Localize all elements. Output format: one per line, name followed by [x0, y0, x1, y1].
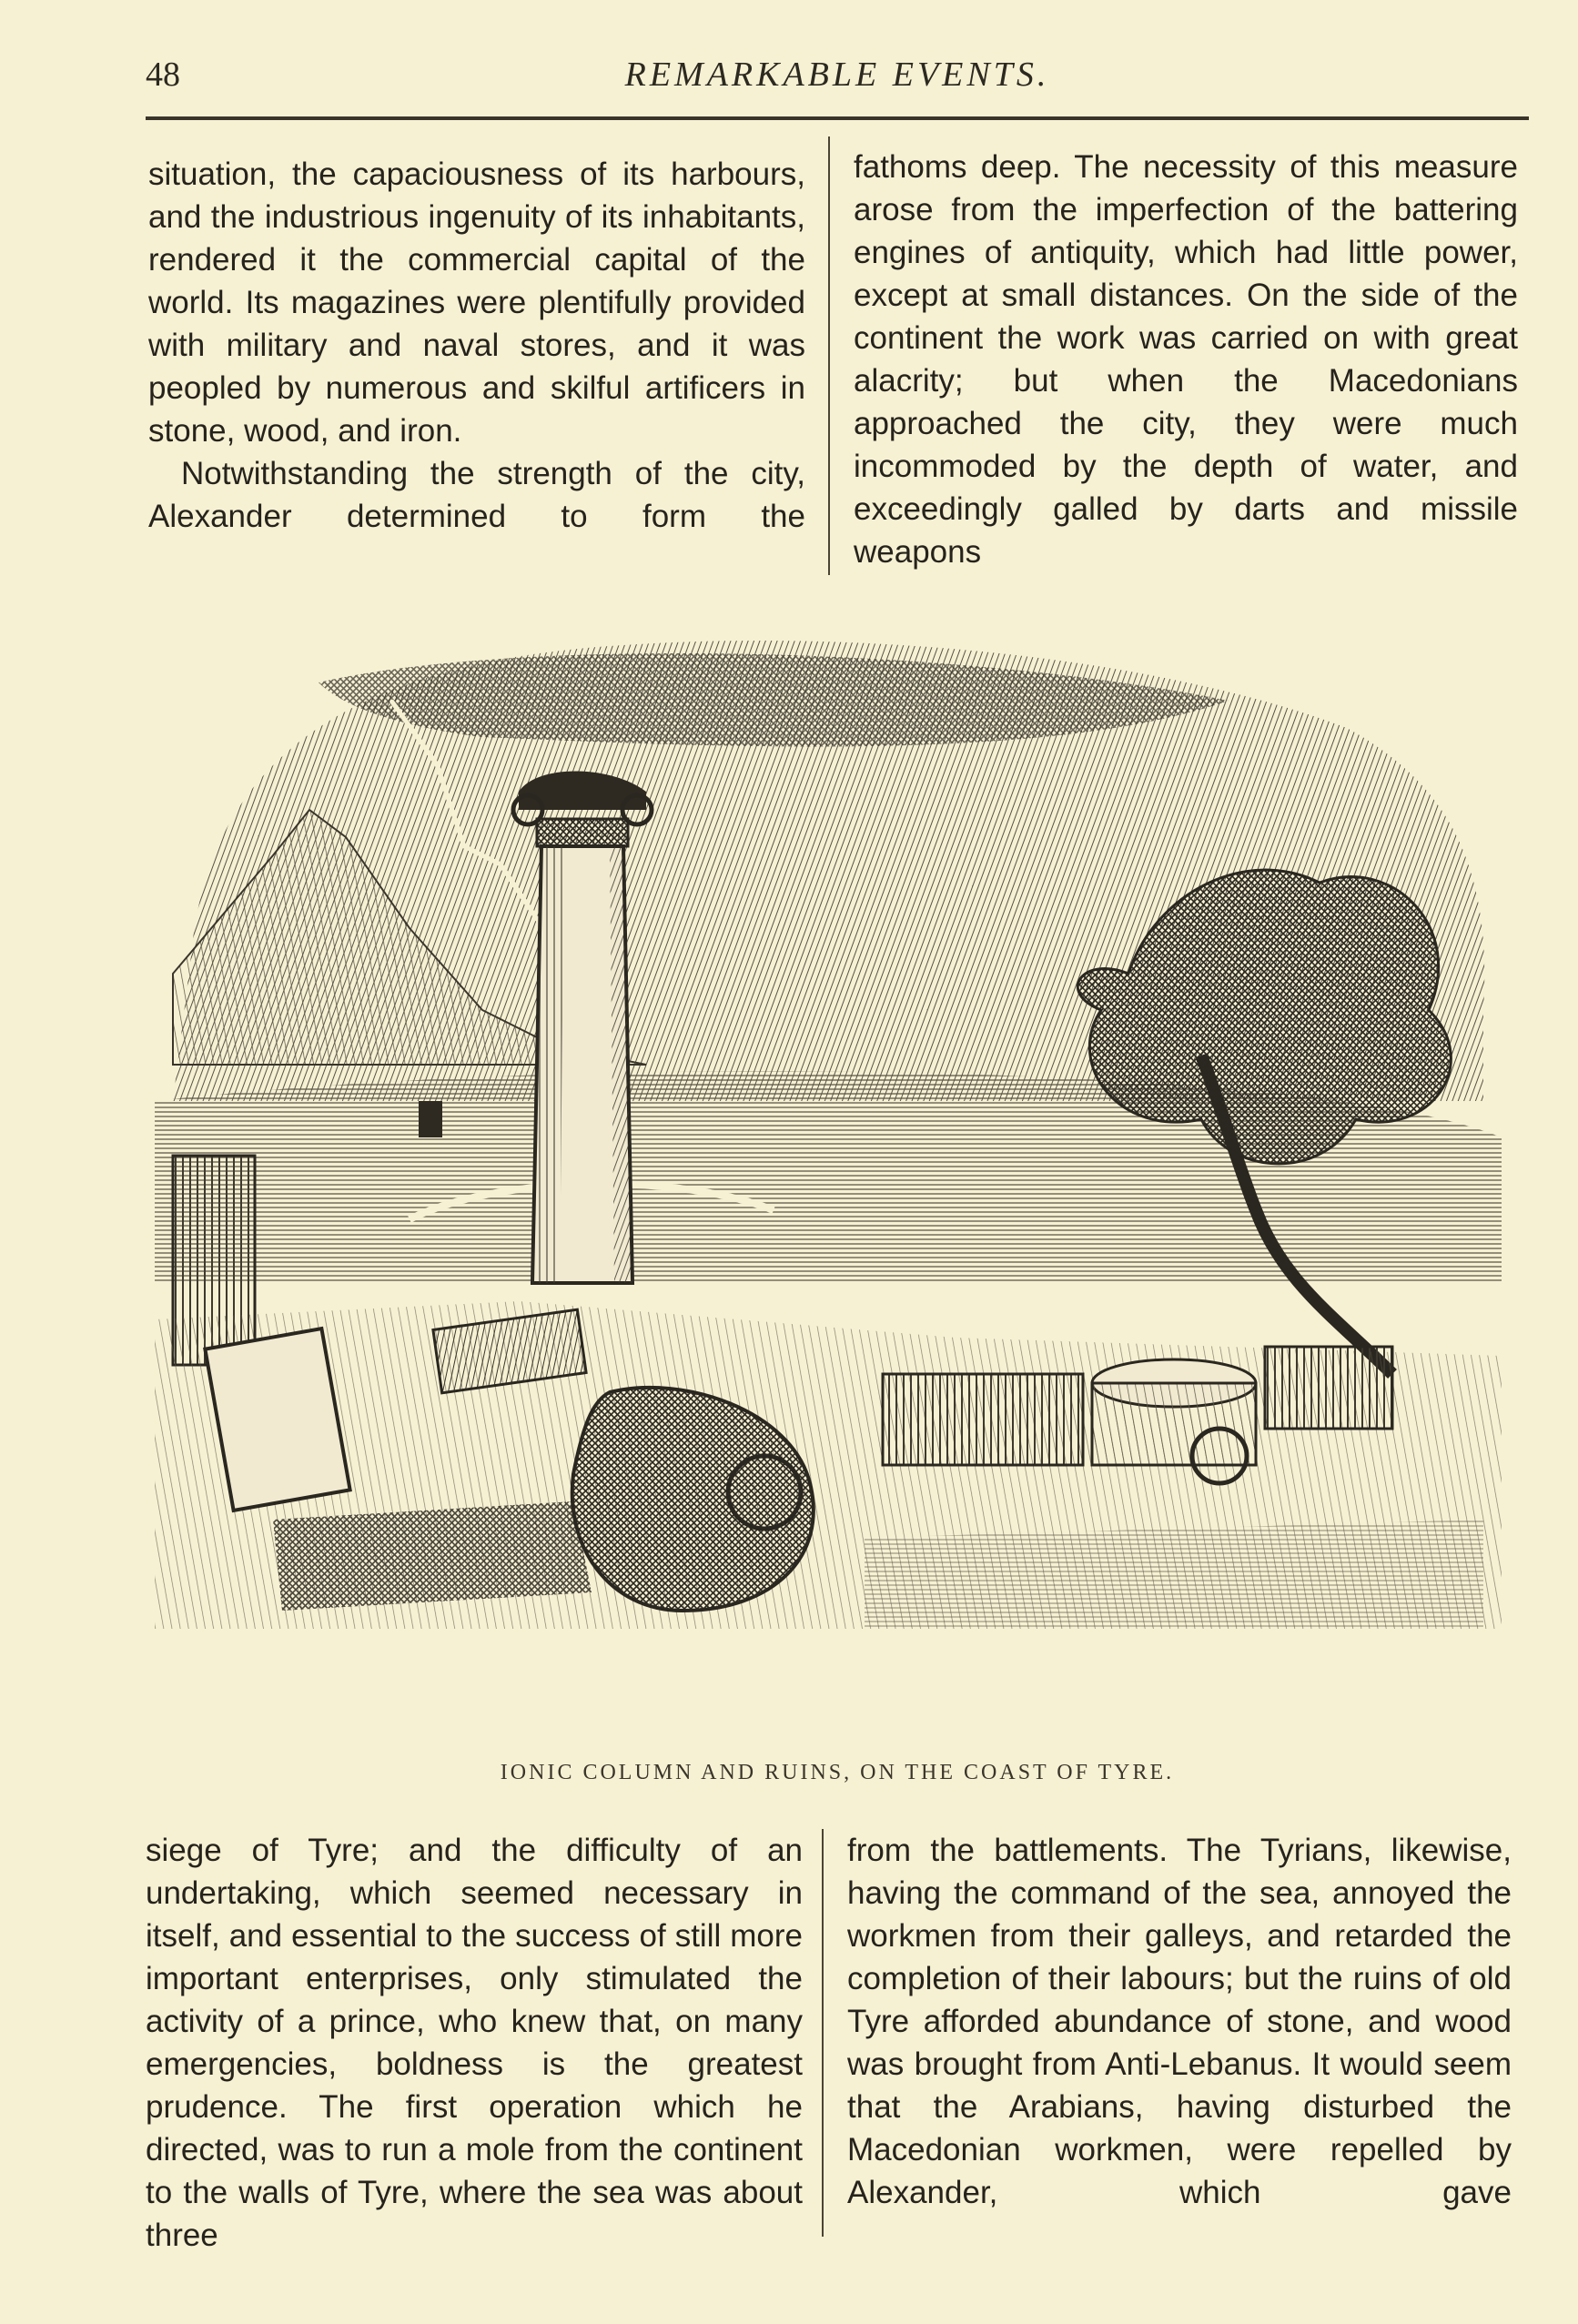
column-divider — [822, 1829, 824, 2237]
header-rule — [146, 116, 1529, 120]
column-divider — [828, 136, 830, 575]
paragraph: Notwithstanding the strength of the city, Alexander determined to form the — [148, 456, 805, 534]
running-head — [146, 51, 1529, 106]
bottom-left-column — [146, 1829, 803, 2257]
paragraph: fathoms deep. The necessity of this measure arose from the imperfection of the battering engines of antiquity, which had little power, except at small distances. On the side of the continent the work was carried on with great alacrity; but when the Macedonians approached the city, they were much incommoded by the depth of water, and exceedingly galled by darts and missile weapons — [854, 149, 1518, 570]
paragraph: situation, the capaciousness of its harbours, and the industrious ingenuity of its inhabitants, rendered it the commercial capital of the world. Its magazines were plentifully provided with military and naval stores, and it was peopled by numerous and skilful artificers in stone, wood, and iron. — [148, 157, 805, 449]
page-title: REMARKABLE EVENTS. — [624, 56, 1050, 94]
top-right-column — [854, 146, 1518, 573]
bottom-right-column — [847, 1829, 1512, 2214]
paragraph: siege of Tyre; and the difficulty of an undertaking, which seemed necessary in itself, and essential to the success of still more important enterprises, only stimulated the activity of a prince, who knew that, on many emergencies, boldness is the greatest prudence. The first operation which he directed, was to run a mole from the continent to the walls of Tyre, where the sea was about three — [146, 1833, 803, 2253]
top-left-column — [148, 153, 805, 538]
paragraph: from the battlements. The Tyrians, likewise, having the command of the sea, annoyed the workmen from their galleys, and retarded the completion of their labours; but the ruins of old Tyre afforded abundance of stone, and wood was brought from Anti-Lebanus. It would seem that the Arabians, having disturbed the Macedonian workmen, were repelled by Alexander, which gave — [847, 1833, 1512, 2210]
engraving-illustration — [137, 628, 1520, 1702]
page-number: 48 — [146, 56, 180, 94]
illustration-caption: IONIC COLUMN AND RUINS, ON THE COAST OF TYRE. — [500, 1761, 1175, 1784]
